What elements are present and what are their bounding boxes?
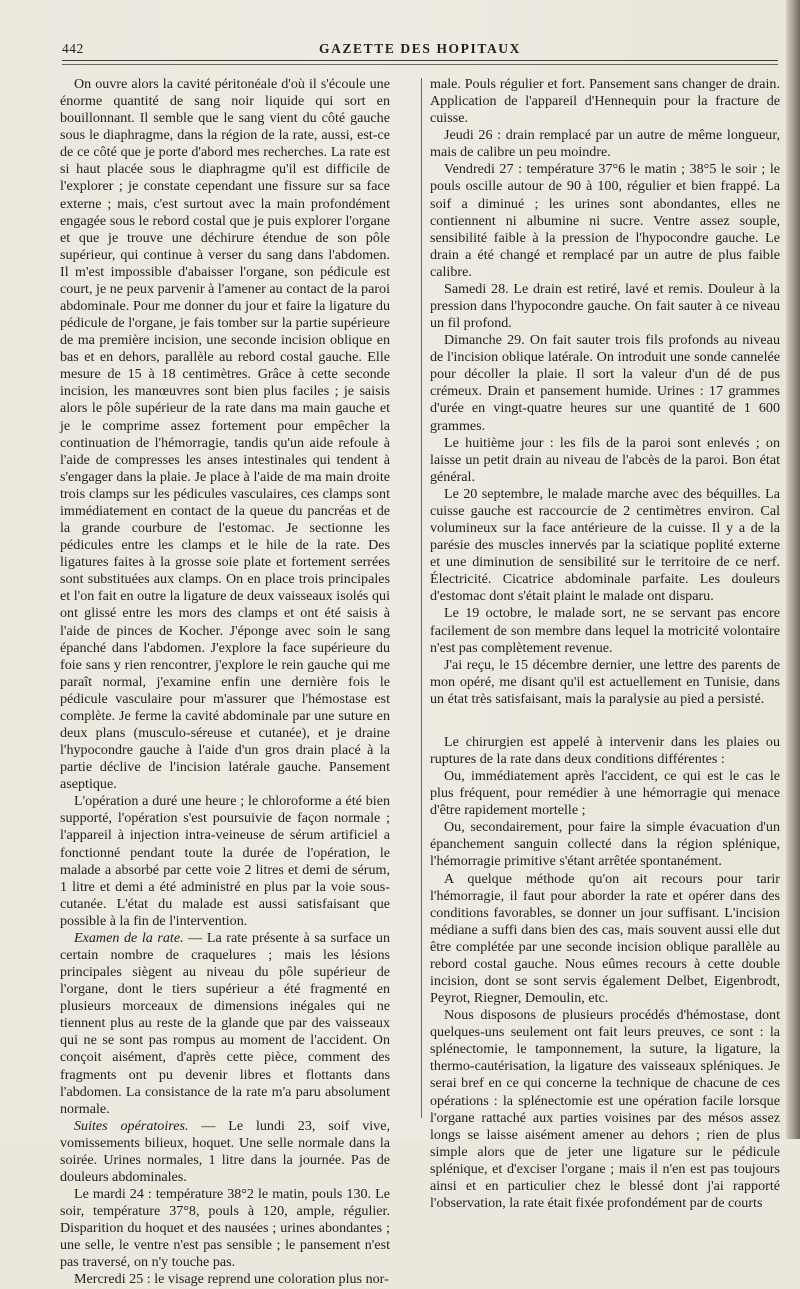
paragraph: Ou, secondairement, pour faire la simple évacuation d'un épanchement sanguin collecté dans la région splénique, l'hémorragie primitive s'étant arrêtée spontanément. — [430, 819, 780, 870]
paragraph: Le 19 octobre, le malade sort, ne se servant pas encore facilement de son membre dans lequel la motricité volontaire n'est pas complètement revenue. — [430, 605, 780, 656]
paragraph: male. Pouls régulier et fort. Pansement sans changer de drain. Application de l'appareil d'Hennequin pour la fracture de cuisse. — [430, 76, 780, 127]
paragraph: Vendredi 27 : température 37°6 le matin ; 38°5 le soir ; le pouls oscille autour de 90 à 100, régulier et bien frappé. La soif a diminué ; les urines sont abondantes, elles ne contiennent ni albumine ni sucre. Ventre assez souple, sensibilité faible à la pression de l'hypocondre gauche. Le drain a été changé et remplacé par un autre de plus faible calibre. — [430, 161, 780, 280]
paragraph-text: — Le lundi 23, soif vive, vomissements bilieux, hoquet. Une selle normale dans la soirée. Urines normales, 1 litre dans la journée. Pas de douleurs abdominales. — [60, 1117, 390, 1185]
paragraph — [60, 1118, 390, 1186]
paragraph: Le huitième jour : les fils de la paroi sont enlevés ; on laisse un petit drain au niveau de l'abcès de la paroi. Bon état général. — [430, 434, 780, 485]
section-heading: Examen de la rate. — [74, 929, 184, 946]
page-number: 442 — [62, 41, 84, 56]
paragraph — [60, 930, 390, 1118]
paragraph: J'ai reçu, le 15 décembre dernier, une lettre des parents de mon opéré, me disant qu'il est actuellement en Tunisie, dans un état très satisfaisant, mais la paralysie au pied a persisté. — [430, 656, 780, 707]
section-heading: Suites opératoires. — [74, 1117, 189, 1134]
paragraph: On ouvre alors la cavité péritonéale d'où il s'écoule une énorme quantité de sang noir liquide qui sort en bouillonnant. Il semble que le sang vient du côté gauche sous le diaphragme, dans la région de la rate, aussi, est-ce de ce côté que je porte d'abord mes recherches. La rate est si haut placée sous le diaphragme qu'il est difficile de l'explorer ; je constate cependant une fissure sur sa face externe ; mais, c'est surtout avec la main profondément engagée sous le rebord costal que je puis explorer l'organe et que je trouve une déchirure étendue de son pôle supérieur, qui continue à verser du sang dans l'abdomen. Il m'est impossible d'abaisser l'organe, son pédicule est court, je ne peux parvenir à l'amener au contact de la paroi abdominale. Pour me donner du jour et faire la ligature du pédicule de l'organe, je fais tomber sur la partie supérieure de ma première incision, une seconde incision oblique en bas et en dehors, parallèle au rebord costal gauche. Elle mesure de 15 à 18 centimètres. Grâce à cette seconde incision, les manœuvres sont bien plus faciles ; je saisis alors le pôle supérieur de la rate dans ma main gauche et je le comprime assez fortement pour empêcher la continuation de l'hémorragie, tandis qu'un aide refoule à l'aide de compresses les anses intestinales qui tendent à s'engager dans la plaie. Je place à l'aide de ma main droite trois clamps sur les pédicules vasculaires, ces clamps sont immédiatement en contact de la queue du pancréas et de la grande courbure de l'estomac. Je sectionne les pédicules entre les clamps et le hile de la rate. Des ligatures faites à la grosse soie plate et fortement serrées sont substituées aux clamps. On en place trois principales et l'on fait en outre la ligature de deux vaisseaux isolés qui ont glissé entre les mors des clamps et ont été saisis à l'aide de pinces de Kocher. J'éponge avec soin le sang épanché dans l'abdomen. J'explore la face supérieure du foie sans y rien rencontrer, j'explore le rein gauche qui me paraît normal, j'examine enfin une dernière fois le pédicule vasculaire pour m'assurer que l'hémostase est complète. Je ferme la cavité abdominale par une suture en deux plans (musculo-séreuse et cutanée), et je draine l'hypocondre gauche à l'aide d'un gros drain placé à la partie déclive de l'incision latérale gauche. Pansement aseptique. — [60, 76, 390, 793]
paragraph: Mercredi 25 : le visage reprend une coloration plus nor- — [74, 1271, 389, 1288]
paragraph: Ou, immédiatement après l'accident, ce qui est le cas le plus fréquent, pour remédier à une hémorragie qui menace d'être rapidement mortelle ; — [430, 768, 780, 819]
paragraph: Dimanche 29. On fait sauter trois fils profonds au niveau de l'incision oblique latérale. On introduit une sonde cannelée pour décoller la plaie. Il sort la valeur d'un dé de pus crémeux. Drain et pansement humide. Urines : 17 grammes d'urée en vingt-quatre heures sur une quantité de 1 600 grammes. — [430, 332, 780, 434]
left-column — [60, 76, 390, 1289]
right-column — [430, 76, 780, 1212]
section-gap — [430, 708, 780, 734]
page-header — [62, 38, 778, 61]
page-binding-edge — [786, 0, 800, 1139]
paragraph: Nous disposons de plusieurs procédés d'hémostase, dont quelques-uns seulement ont fait leurs preuves, ce sont : la splénectomie, le tamponnement, la suture, la ligature, la thermo-cautérisation, la ligature des vaisseaux spléniques. Je serai bref en ce qui concerne la technique de chacune de ces opérations : la splénectomie est une opération facile lorsque l'organe rattaché aux parties voisines par des mésos assez longs se laisse aisément amener au dehors ; rien de plus simple alors que de jeter une ligature sur le pédicule splénique, et d'exciser l'organe ; mais il n'en est pas toujours ainsi et en particulier chez le blessé dont j'ai rapporté l'observation, la rate était fixée profondément par de courts — [430, 1007, 780, 1211]
column-divider — [421, 78, 422, 1118]
journal-title: GAZETTE DES HOPITAUX — [318, 41, 522, 56]
paragraph: A quelque méthode qu'on ait recours pour tarir l'hémorragie, il faut pour aborder la rate et opérer dans des conditions favorables, se donner un jour suffisant. L'incision médiane a suffi dans bien des cas, mais souvent aussi elle dut être complétée par une seconde incision oblique parallèle au rebord costal gauche. Nous eûmes recours à cette double incision, dont se sont servis également Delbet, Eigenbrodt, Peyrot, Riegner, Demoulin, etc. — [430, 870, 780, 1007]
paragraph: Samedi 28. Le drain est retiré, lavé et remis. Douleur à la pression dans l'hypocondre gauche. On fait sauter à ce niveau un fil profond. — [430, 280, 780, 332]
paragraph: Le 20 septembre, le malade marche avec des béquilles. La cuisse gauche est raccourcie de 2 centimètres environ. Cal volumineux sur la face antérieure de la cuisse. Il y a de la parésie des muscles innervés par la sciatique poplité externe et une diminution de sensibilité sur le territoire de ce nerf. Électricité. Cicatrice abdominale parfaite. Les douleurs d'estomac dont s'était plaint le malade ont disparu. — [430, 485, 780, 605]
paragraph: L'opération a duré une heure ; le chloroforme a été bien supporté, l'opération s'est poursuivie de façon normale ; l'appareil à injection intra-veineuse de sérum artificiel a fonctionné pendant toute la durée de l'opération, le malade a absorbé par cette voie 2 litres et demi de sérum, 1 litre et demi a été administré en plus par la voie sous-cutanée. L'état du malade est aussi satisfaisant que possible à la fin de l'intervention. — [60, 793, 390, 929]
paragraph: Le mardi 24 : température 38°2 le matin, pouls 130. Le soir, température 37°8, pouls à 120, ample, régulier. Disparition du hoquet et des nausées ; urines abondantes ; une selle, le ventre n'est pas sensible ; le pansement n'est pas traversé, on n'y touche pas. — [60, 1186, 390, 1271]
paragraph-text: — La rate présente à sa surface un certain nombre de craquelures ; mais les lésions principales siègent au niveau du pôle supérieur de l'organe, dont le tiers supérieur a été fragmenté en plusieurs morceaux de dimensions inégales qui ne tiennent plus au reste de la glande que par des vaisseaux qui ne se sont pas rompus au moment de l'accident. On conçoit aisément, d'après cette pièce, comment des fragments ont pu devenir libres et flottants dans l'abdomen. La consistance de la rate m'a paru absolument normale. — [60, 929, 390, 1117]
paragraph: Le chirurgien est appelé à intervenir dans les plaies ou ruptures de la rate dans deux conditions différentes : — [430, 733, 780, 767]
paragraph: Jeudi 26 : drain remplacé par un autre de même longueur, mais de calibre un peu moindre. — [430, 127, 780, 161]
header-rule — [62, 64, 778, 65]
